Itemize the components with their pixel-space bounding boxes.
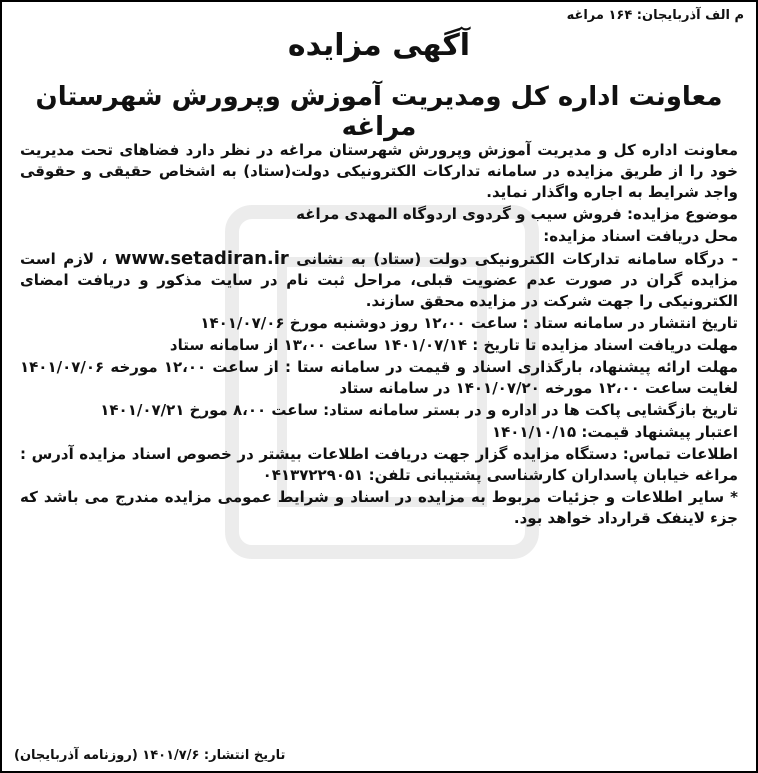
publication-date: تاریخ انتشار: ۱۴۰۱/۷/۶ (روزنامه آذربایجان) <box>14 748 286 763</box>
notice-title: آگهی مزایده <box>287 28 471 63</box>
opening-date: تاریخ بازگشایی پاکت ها در اداره و در بستر سامانه ستاد: ساعت ۸،۰۰ مورخ ۱۴۰۱/۰۷/۲۱ <box>100 401 738 419</box>
portal-paragraph <box>20 248 738 312</box>
ad-reference-code: م الف آذربایجان: ۱۶۴ مراغه <box>566 8 744 23</box>
bid-validity: اعتبار پیشنهاد قیمت: ۱۴۰۱/۱۰/۱۵ <box>491 423 738 441</box>
notice-subtitle: معاونت اداره کل ومدیریت آموزش وپرورش شهرستان مراغه <box>35 82 723 142</box>
portal-url-link[interactable]: www.setadiran.ir <box>114 248 289 269</box>
other-info-note: * سایر اطلاعات و جزئیات مربوط به مزایده در اسناد و شرایط عمومی مزایده مندرج می باشد که جزء لاینفک قرارداد خواهد بود. <box>20 488 738 527</box>
portal-intro: - درگاه سامانه تدارکات الکترونیکی دولت (ستاد) به نشانی <box>296 250 738 268</box>
intro-paragraph: معاونت اداره کل و مدیریت آموزش وپرورش شهرستان مراغه در نظر دارد فضاهای تحت مدیریت خود را از طریق مزایده در سامانه تدارکات الکترونیکی دولت(ستاد) به اشخاص حقیقی و حقوقی واجد شرایط به اجاره واگذار نماید. <box>20 141 738 201</box>
tender-subject: موضوع مزایده: فروش سیب و گردوی اردوگاه المهدی مراغه <box>296 205 738 223</box>
notice-body <box>20 140 738 530</box>
docs-location-heading: محل دریافت اسناد مزایده: <box>543 227 738 245</box>
publish-date: تاریخ انتشار در سامانه ستاد : ساعت ۱۲،۰۰ روز دوشنبه مورخ ۱۴۰۱/۰۷/۰۶ <box>200 314 738 332</box>
document-deadline: مهلت دریافت اسناد مزایده تا تاریخ : ۱۴۰۱/۰۷/۱۴ ساعت ۱۳،۰۰ از سامانه ستاد <box>169 336 738 354</box>
contact-info: اطلاعات تماس: دستگاه مزایده گزار جهت دریافت اطلاعات بیشتر در خصوص اسناد مزایده آدرس : مراغه خیابان پاسداران کارشناسی پشتیبانی تلفن: ۰۴۱۳۷۲۲۹۰۵۱ <box>20 445 738 484</box>
bid-deadline: مهلت ارائه پیشنهاد، بارگذاری اسناد و قیمت در سامانه ستا : از ساعت ۱۲،۰۰ مورخه ۱۴۰۱/۰۷/۰۶ لغایت ساعت ۱۲،۰۰ مورخه ۱۴۰۱/۰۷/۲۰ در سامانه ستاد <box>20 358 738 397</box>
portal-instructions: ، لازم است مزایده گران در صورت عدم عضویت قبلی، مراحل ثبت نام در سایت مذکور و دریافت امضای الکترونیکی را جهت شرکت در مزایده محقق سازند. <box>20 250 738 310</box>
